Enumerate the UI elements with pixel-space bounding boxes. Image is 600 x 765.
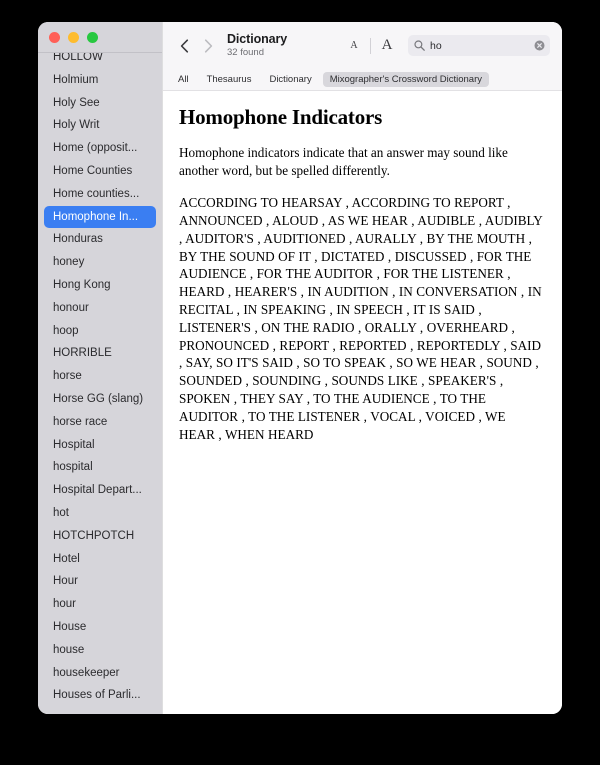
article-intro: Homophone indicators indicate that an answer may sound like another word, but be spelled differently. (179, 145, 508, 178)
list-item[interactable]: housekeeper (53, 666, 120, 679)
list-item[interactable]: HORRIBLE (53, 347, 112, 360)
results-count: 32 found (227, 47, 264, 59)
list-item[interactable]: Home Counties (53, 164, 133, 177)
back-button[interactable] (173, 34, 195, 58)
list-item[interactable]: Home (opposit... (53, 142, 138, 155)
list-item[interactable]: hospital (53, 461, 93, 474)
font-controls-divider (370, 38, 371, 54)
list-item[interactable]: Holy See (53, 96, 100, 109)
list-item[interactable]: Holy Writ (53, 119, 100, 132)
toolbar (163, 22, 562, 69)
list-item[interactable]: Hospital (53, 438, 95, 451)
tab-all[interactable]: All (178, 74, 189, 85)
list-item[interactable]: house (53, 643, 85, 656)
list-item[interactable]: Hospital Depart... (53, 484, 142, 497)
search-input[interactable]: ho (430, 39, 442, 52)
list-item[interactable]: Horse GG (slang) (53, 392, 144, 405)
list-item[interactable]: horse (53, 370, 82, 383)
list-item[interactable]: honey (53, 256, 85, 269)
search-field[interactable] (408, 35, 550, 56)
list-item[interactable]: horse race (53, 415, 108, 428)
sidebar (38, 22, 162, 714)
list-item[interactable]: HOTCHPOTCH (53, 529, 135, 542)
list-item[interactable]: Home counties... (53, 187, 140, 200)
tab-thesaurus[interactable]: Thesaurus (206, 74, 252, 85)
font-size-controls (343, 37, 398, 54)
results-list[interactable] (38, 53, 162, 714)
window-body (38, 22, 562, 714)
navigation-buttons (173, 34, 219, 58)
tab-dictionary[interactable]: Dictionary (269, 74, 312, 85)
list-item[interactable]: Homophone In... (44, 206, 156, 229)
list-item[interactable]: HOLLOW (53, 53, 103, 63)
article (163, 91, 562, 714)
list-item[interactable]: Hour (53, 575, 78, 588)
forward-button[interactable] (197, 34, 219, 58)
list-item[interactable]: hour (53, 598, 77, 611)
close-button[interactable] (49, 32, 60, 43)
results-list-scroll (38, 53, 162, 707)
content-pane (162, 22, 562, 714)
page-title: Dictionary (227, 31, 288, 46)
decrease-font-button[interactable]: A (350, 40, 358, 51)
clear-search-icon[interactable] (534, 40, 545, 51)
dictionary-window (38, 22, 562, 714)
list-item[interactable]: Honduras (53, 233, 103, 246)
zoom-button[interactable] (87, 32, 98, 43)
article-title: Homophone Indicators (179, 105, 383, 129)
search-icon (414, 40, 425, 51)
traffic-lights (38, 22, 162, 52)
minimize-button[interactable] (68, 32, 79, 43)
list-item[interactable]: House (53, 620, 87, 633)
list-item[interactable]: hot (53, 506, 69, 519)
list-item[interactable]: Hotel (53, 552, 80, 565)
list-item[interactable]: Holmium (53, 73, 99, 86)
tab-mixographer-s-crossword-dictionary[interactable]: Mixographer's Crossword Dictionary (323, 72, 489, 87)
title-block (227, 33, 287, 58)
dictionary-filter-tabs[interactable] (163, 69, 562, 91)
list-item[interactable]: hoop (53, 324, 79, 337)
list-item[interactable]: Hong Kong (53, 278, 111, 291)
article-terms: ACCORDING TO HEARSAY , ACCORDING TO REPORT , ANNOUNCED , ALOUD , AS WE HEAR , AUDIBLE , AUDIBLY , AUDITOR'S , AUDITIONED , AURALLY , BY THE MOUTH , BY THE SOUND OF IT , DICTATED , DISCUSSED , FOR THE AUDIENCE , FOR THE AUDITOR , FOR THE LISTENER , HEARD , HEARER'S , IN AUDITION , IN CONVERSATION , IN RECITAL , IN SPEAKING , IN SPEECH , IT IS SAID , LISTENER'S , ON THE RADIO , ORALLY , OVERHEARD , PRONOUNCED , REPORT , REPORTED , REPORTEDLY , SAID , SAY, SO IT'S SAID , SO TO SPEAK , SO WE HEAR , SOUND , SOUNDED , SOUNDING , SOUNDS LIKE , SPEAKER'S , SPOKEN , THEY SAY , TO THE AUDIENCE , TO THE AUDITOR , TO THE LISTENER , VOCAL , VOICED , WE HEAR , WHEN HEARD (179, 195, 543, 442)
increase-font-button[interactable]: A (381, 37, 393, 53)
list-item[interactable]: honour (53, 301, 89, 314)
list-item[interactable]: Houses of Parli... (53, 689, 141, 702)
